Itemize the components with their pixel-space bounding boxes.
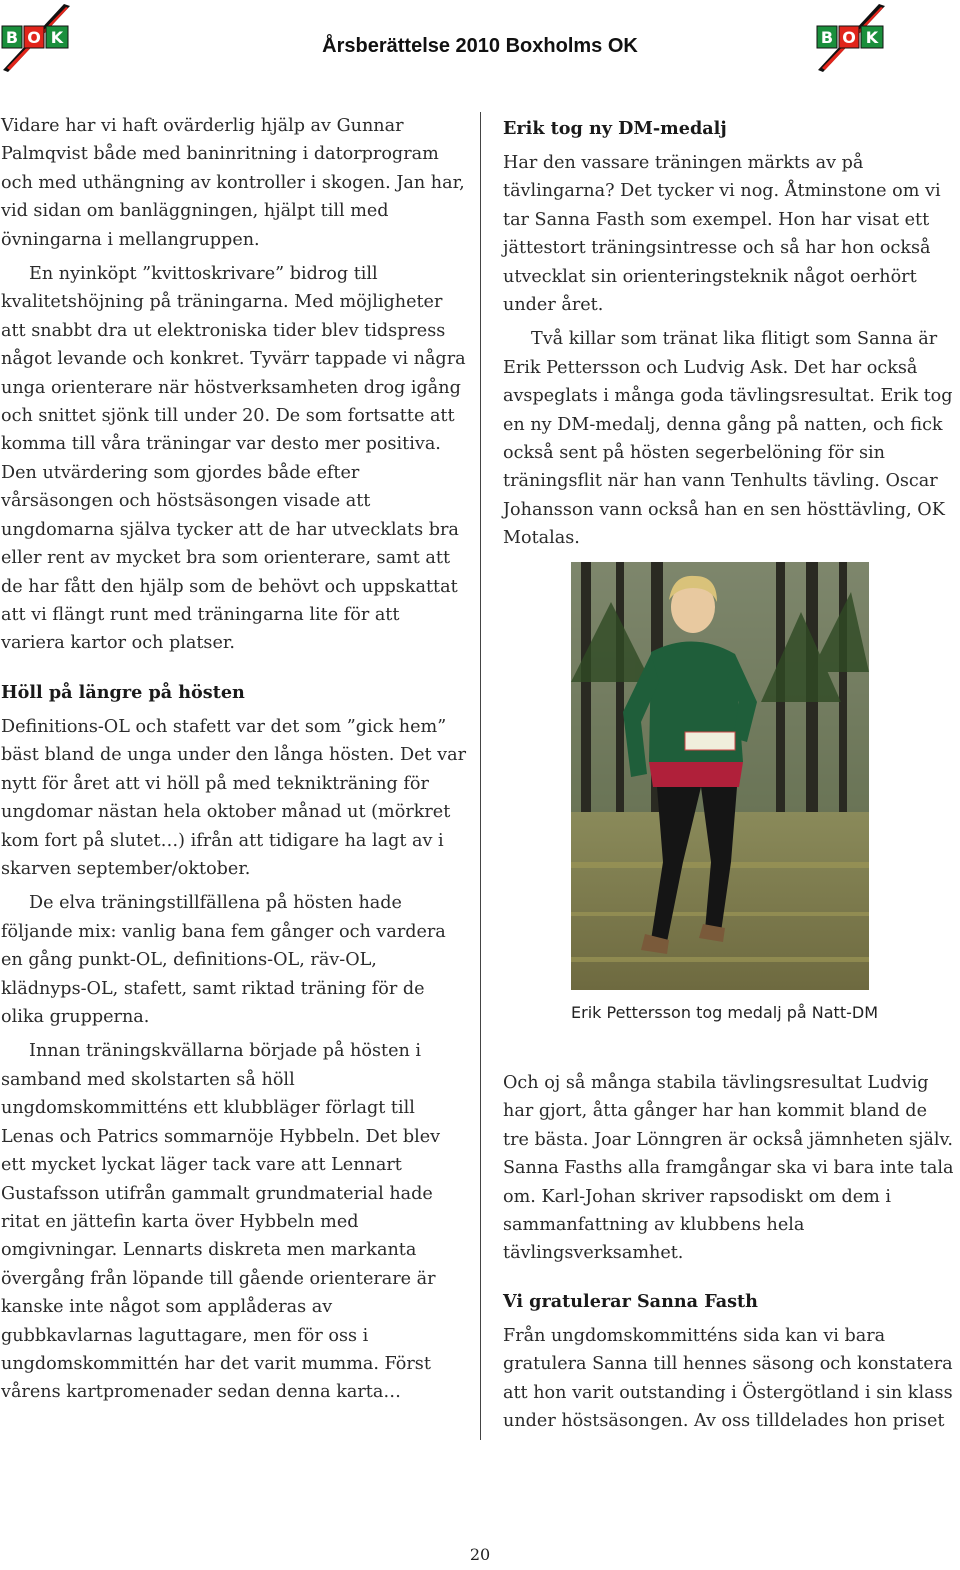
svg-text:K: K	[50, 28, 64, 47]
paragraph: Vidare har vi haft ovärderlig hjälp av Gunnar Palmqvist både med baninritning i datorprogram och med uthängning av kontroller i skogen. Jan har, vid sidan om banläggningen, hjälpt till med övningarna i mellangruppen.	[1, 116, 465, 250]
column-divider	[480, 112, 481, 1440]
left-column	[1, 112, 466, 664]
svg-text:B: B	[820, 28, 834, 47]
paragraph: Från ungdomskommitténs sida kan vi bara gratulera Sanna till hennes säsong och konstatera att hon varit outstanding i Östergötland i sin klass under höstsäsongen. Av oss tilldelades hon priset	[503, 1325, 953, 1432]
photo-orienteer	[571, 562, 869, 990]
paragraph: De elva träningstillfällena på hösten hade följande mix: vanlig bana fem gånger och vardera en gång punkt-OL, definitions-OL, räv-OL, klädnyps-OL, stafett, samt riktad träning för de olika grupperna.	[1, 893, 446, 1028]
paragraph: Har den vassare träningen märkts av på tävlingarna? Det tycker vi nog. Åtminstone om vi tar Sanna Fasth som exempel. Hon har visat ett jättestort träningsintresse och så har hon också utvecklat sin orienteringsteknik något oerhört under året.	[503, 153, 941, 316]
paragraph: Innan träningskvällarna började på hösten i samband med skolstarten så höll ungdomskommitténs ett klubbläger förlagt till Lenas och Patrics sommarnöje Hybbeln. Det blev ett mycket lyckat läger tack vare att Lennart Gustafsson utifrån gammalt grundmaterial hade ritat en jättefin karta över Hybbeln med omgivningar. Lennarts diskreta men markanta övergång från löpande till gående orienterare är kanske inte något som applåderas av gubbkavlarnas laguttagare, men för oss i ungdomskommittén har det varit mumma. Först vårens kartpromenader sedan denna karta…	[1, 1041, 441, 1403]
svg-text:B: B	[5, 28, 19, 47]
svg-text:O: O	[27, 28, 41, 47]
svg-text:K: K	[865, 28, 879, 47]
section-heading: Vi gratulerar Sanna Fasth	[503, 1290, 758, 1312]
paragraph: Två killar som tränat lika flitigt som Sanna är Erik Pettersson och Ludvig Ask. Det har också avspeglats i många goda tävlingsresultat. Erik tog en ny DM-medalj, denna gång på natten, och fick också sent på hösten segerbelöning för sin träningsflit när han vann Tenhults tävling. Oscar Johansson vann också han en sen hösttävling, OK Motalas.	[503, 329, 953, 549]
section-heading: Höll på längre på hösten	[1, 682, 245, 703]
left-column-lower	[1, 679, 466, 1413]
document-title: Årsberättelse 2010 Boxholms OK	[322, 35, 638, 57]
paragraph: Och oj så många stabila tävlingsresultat Ludvig har gjort, åtta gånger har han kommit bland de tre bästa. Joar Lönngren är också jämnheten själv. Sanna Fasths alla framgångar ska vi bara inte tala om. Karl-Johan skriver rapsodiskt om dem i sammanfattning av klubbens hela tävlingsverksamhet.	[503, 1073, 954, 1264]
photo-caption: Erik Pettersson tog medalj på Natt-DM	[571, 1003, 878, 1022]
svg-text:O: O	[842, 28, 856, 47]
paragraph: En nyinköpt ”kvittoskrivare” bidrog till kvalitetshöjning på träningarna. Med möjligheter att snabbt dra ut elektroniska tider blev tidspress något levande och konkret. Tyvärr tappade vi några unga orienterare när höstverksamheten drog igång och snittet sjönk till under 20. De som fortsatte att komma till våra träningar var desto mer positiva. Den utvärdering som gjordes både efter vårsäsongen och höstsäsongen visade att ungdomarna själva tycker att de har utvecklats bra eller rent av mycket bra som orienterare, samt att de har fått den hjälp som de behövt och uppskattat att vi flängt runt med träningarna lite för att variera kartor och platser.	[1, 264, 466, 654]
right-column	[503, 115, 958, 559]
paragraph: Definitions-OL och stafett var det som ”gick hem” bäst bland de unga under den långa hösten. Det var nytt för året att vi höll på med teknikträning för ungdomar nästan hela oktober månad ut (mörkret kom fort på slutet…) ifrån att tidigare ha lagt av i skarven september/oktober.	[1, 717, 466, 880]
club-logo-right	[815, 2, 887, 74]
right-column-lower	[503, 1069, 958, 1441]
section-heading: Erik tog ny DM-medalj	[503, 118, 727, 139]
page-number: 20	[469, 1545, 491, 1564]
